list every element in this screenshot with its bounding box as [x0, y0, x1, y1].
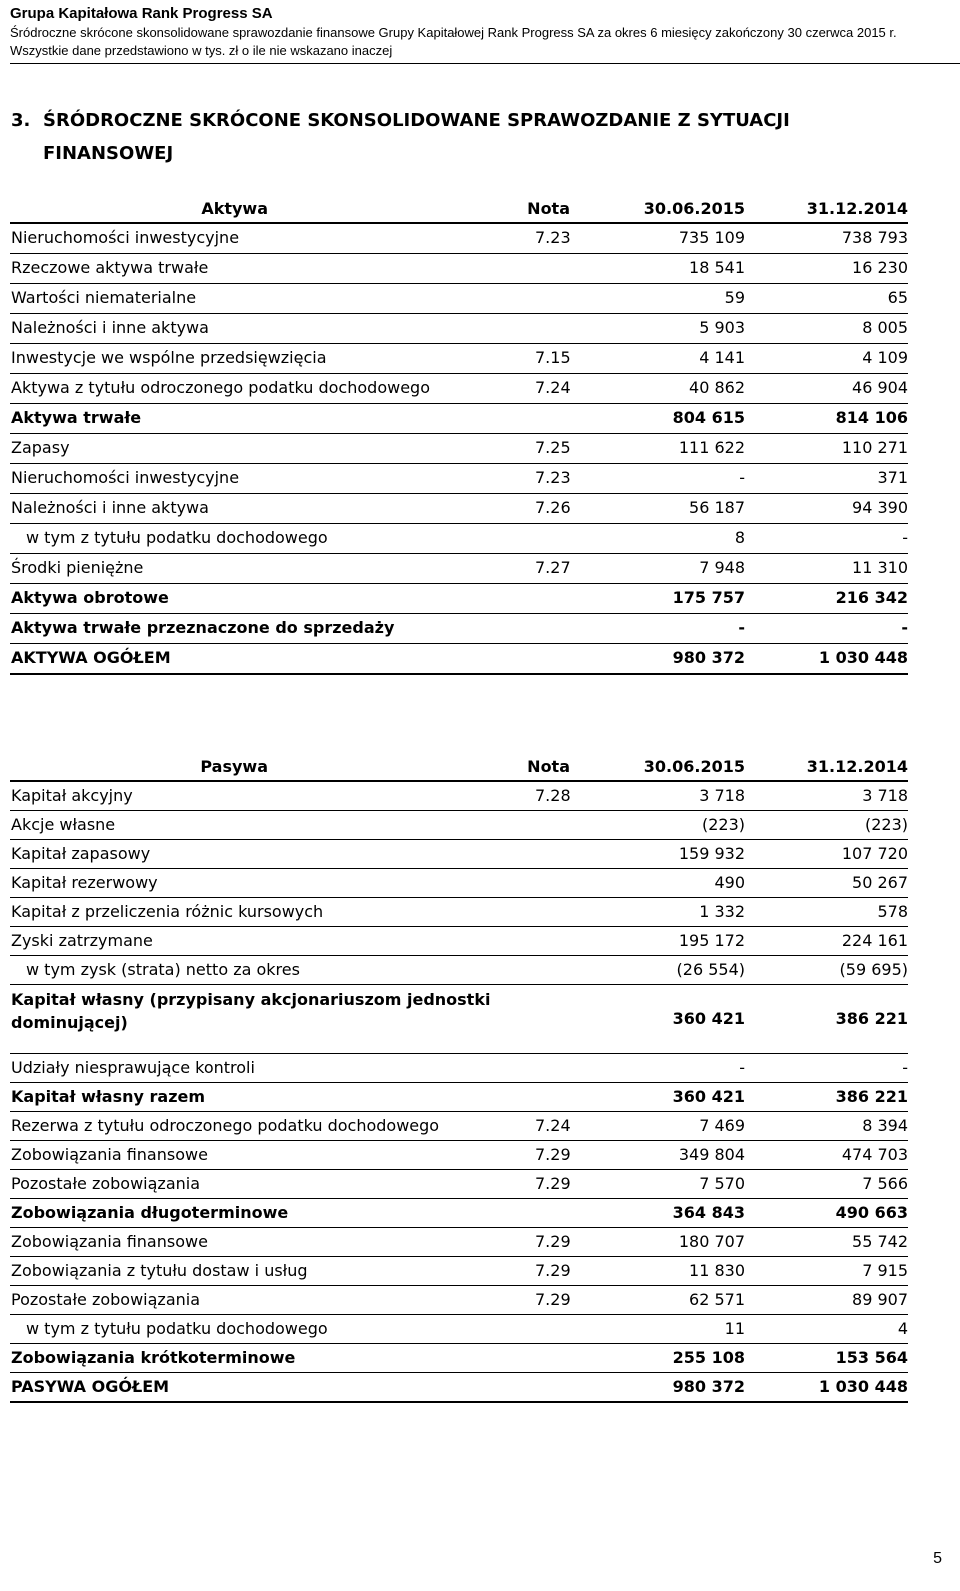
- liabilities-row-value-2015: 7 570: [699, 1174, 745, 1193]
- assets-row-label: Należności i inne aktywa: [11, 498, 209, 517]
- liabilities-row-value-2015: 360 421: [672, 1087, 745, 1106]
- liabilities-row-value-2014: (223): [864, 815, 908, 834]
- assets-row-note: 7.23: [535, 228, 571, 247]
- assets-row-value-2014: 216 342: [835, 588, 908, 607]
- liabilities-row-label: Zobowiązania długoterminowe: [11, 1203, 289, 1222]
- assets-row: [10, 614, 908, 644]
- liabilities-row-value-2014: 4: [897, 1319, 908, 1338]
- assets-row-label: w tym z tytułu podatku dochodowego: [26, 528, 328, 547]
- assets-row-label: Nieruchomości inwestycyjne: [11, 228, 240, 247]
- assets-row: [10, 464, 908, 494]
- liabilities-row-label: Zobowiązania krótkoterminowe: [11, 1348, 296, 1367]
- liabilities-row-value-2015: (26 554): [676, 960, 745, 979]
- assets-row-value-2014: 11 310: [852, 558, 908, 577]
- liabilities-row: [10, 985, 908, 1054]
- liabilities-row-note: 7.29: [535, 1290, 571, 1309]
- assets-row-value-2015: 175 757: [672, 588, 745, 607]
- liabilities-row-value-2014: (59 695): [839, 960, 908, 979]
- assets-header-note: Nota: [527, 199, 570, 218]
- assets-row-value-2015: 5 903: [699, 318, 745, 337]
- liabilities-row-label: Kapitał własny razem: [11, 1087, 206, 1106]
- assets-row: [10, 314, 908, 344]
- assets-row-value-2014: -: [902, 528, 908, 547]
- assets-row-note: 7.24: [535, 378, 571, 397]
- assets-row-value-2015: 56 187: [689, 498, 745, 517]
- assets-row: [10, 554, 908, 584]
- liabilities-row-value-2015: 349 804: [678, 1145, 745, 1164]
- assets-row-value-2014: 65: [887, 288, 908, 307]
- liabilities-row: [10, 927, 908, 956]
- assets-row-label: Zapasy: [11, 438, 70, 457]
- liabilities-row-value-2015: 360 421: [672, 1009, 745, 1028]
- liabilities-row-value-2015: 11 830: [689, 1261, 745, 1280]
- liabilities-row-value-2014: 490 663: [835, 1203, 908, 1222]
- assets-row-label: Inwestycje we wspólne przedsięwzięcia: [11, 348, 327, 367]
- liabilities-header-note: Nota: [527, 757, 570, 776]
- assets-row-value-2014: 8 005: [862, 318, 908, 337]
- section-title-text: ŚRÓDROCZNE SKRÓCONE SKONSOLIDOWANE SPRAWOZDANIE Z SYTUACJI FINANSOWEJ: [43, 110, 790, 164]
- assets-row-label: Aktywa z tytułu odroczonego podatku dochodowego: [11, 378, 430, 397]
- liabilities-row-label: Zyski zatrzymane: [11, 931, 153, 950]
- liabilities-row-value-2015: (223): [701, 815, 745, 834]
- report-subtitle: Śródroczne skrócone skonsolidowane sprawozdanie finansowe Grupy Kapitałowej Rank Progress SA za okres 6 miesięcy zakończony 30 czerwca 2015 r.: [10, 25, 897, 40]
- assets-row-value-2014: 1 030 448: [818, 648, 908, 667]
- liabilities-row-value-2015: 255 108: [672, 1348, 745, 1367]
- liabilities-row-value-2014: 153 564: [835, 1348, 908, 1367]
- liabilities-row-label: w tym zysk (strata) netto za okres: [26, 960, 300, 979]
- assets-row-value-2015: -: [738, 618, 745, 637]
- liabilities-row-value-2015: 490: [714, 873, 745, 892]
- assets-row-value-2015: 8: [734, 528, 745, 547]
- assets-row-label: Nieruchomości inwestycyjne: [11, 468, 240, 487]
- liabilities-row-label: Zobowiązania finansowe: [11, 1232, 208, 1251]
- assets-row-value-2015: 4 141: [699, 348, 745, 367]
- liabilities-row-label: Zobowiązania finansowe: [11, 1145, 208, 1164]
- liabilities-row-note: 7.29: [535, 1232, 571, 1251]
- assets-row-note: 7.15: [535, 348, 571, 367]
- liabilities-row-note: 7.29: [535, 1174, 571, 1193]
- liabilities-row-label: Kapitał akcyjny: [11, 786, 133, 805]
- liabilities-row: [10, 1315, 908, 1344]
- assets-header-col1: 30.06.2015: [643, 199, 745, 218]
- liabilities-row-value-2014: 107 720: [841, 844, 908, 863]
- liabilities-row-value-2015: 1 332: [699, 902, 745, 921]
- liabilities-row-value-2014: 50 267: [852, 873, 908, 892]
- assets-row: [10, 644, 908, 675]
- liabilities-row: [10, 1083, 908, 1112]
- assets-row: [10, 584, 908, 614]
- assets-row-label: AKTYWA OGÓŁEM: [11, 648, 171, 667]
- liabilities-row: [10, 898, 908, 927]
- liabilities-row: [10, 1257, 908, 1286]
- liabilities-row: [10, 956, 908, 985]
- liabilities-row-value-2015: 7 469: [699, 1116, 745, 1135]
- liabilities-row-value-2015: 3 718: [699, 786, 745, 805]
- liabilities-row-value-2015: 364 843: [672, 1203, 745, 1222]
- assets-row: [10, 224, 908, 254]
- assets-row-value-2015: 18 541: [689, 258, 745, 277]
- assets-row-value-2014: -: [901, 618, 908, 637]
- liabilities-row-value-2014: 578: [877, 902, 908, 921]
- assets-row-value-2015: 111 622: [678, 438, 745, 457]
- liabilities-row-label: Akcje własne: [11, 815, 116, 834]
- assets-row-value-2014: 738 793: [841, 228, 908, 247]
- liabilities-row: [10, 1054, 908, 1083]
- assets-row: [10, 254, 908, 284]
- liabilities-row-value-2015: 180 707: [678, 1232, 745, 1251]
- liabilities-row: [10, 1112, 908, 1141]
- liabilities-row-value-2014: 1 030 448: [818, 1377, 908, 1396]
- liabilities-row-label: PASYWA OGÓŁEM: [11, 1377, 170, 1396]
- units-note: Wszystkie dane przedstawiono w tys. zł o ile nie wskazano inaczej: [10, 43, 393, 58]
- assets-header-row: [10, 195, 908, 224]
- liabilities-header-col2: 31.12.2014: [806, 757, 908, 776]
- assets-row-value-2014: 16 230: [852, 258, 908, 277]
- liabilities-row-value-2015: 159 932: [678, 844, 745, 863]
- liabilities-row-value-2014: 224 161: [841, 931, 908, 950]
- liabilities-header-row: [10, 753, 908, 782]
- assets-header-label: Aktywa: [201, 199, 268, 218]
- liabilities-row-label: Zobowiązania z tytułu dostaw i usług: [11, 1261, 308, 1280]
- assets-row-value-2014: 110 271: [841, 438, 908, 457]
- assets-row-value-2015: 980 372: [672, 648, 745, 667]
- liabilities-row-label: Udziały niesprawujące kontroli: [11, 1058, 255, 1077]
- liabilities-row-value-2014: 386 221: [835, 1009, 908, 1028]
- liabilities-row-label: Pozostałe zobowiązania: [11, 1174, 201, 1193]
- assets-row: [10, 524, 908, 554]
- liabilities-row-note: 7.28: [535, 786, 571, 805]
- liabilities-row-note: 7.29: [535, 1145, 571, 1164]
- liabilities-row: [10, 782, 908, 811]
- assets-row: [10, 374, 908, 404]
- liabilities-row-label: w tym z tytułu podatku dochodowego: [26, 1319, 328, 1338]
- liabilities-row: [10, 1286, 908, 1315]
- liabilities-row-value-2014: 474 703: [841, 1145, 908, 1164]
- liabilities-row: [10, 1228, 908, 1257]
- liabilities-row: [10, 1344, 908, 1373]
- liabilities-row-value-2014: 55 742: [852, 1232, 908, 1251]
- assets-table: [10, 195, 908, 675]
- liabilities-header-label: Pasywa: [200, 757, 268, 776]
- assets-row-value-2015: -: [739, 468, 745, 487]
- assets-row-label: Środki pieniężne: [11, 558, 144, 577]
- liabilities-row-value-2015: 11: [724, 1319, 745, 1338]
- document-header: [10, 0, 960, 60]
- assets-row: [10, 434, 908, 464]
- liabilities-row-value-2014: 7 566: [862, 1174, 908, 1193]
- company-name: Grupa Kapitałowa Rank Progress SA: [10, 5, 273, 22]
- liabilities-row: [10, 1170, 908, 1199]
- liabilities-row-label: Kapitał z przeliczenia różnic kursowych: [11, 902, 324, 921]
- liabilities-row-value-2015: -: [739, 1058, 745, 1077]
- liabilities-row-value-2014: 8 394: [862, 1116, 908, 1135]
- assets-row-value-2014: 46 904: [852, 378, 908, 397]
- liabilities-row-label: Kapitał rezerwowy: [11, 873, 158, 892]
- assets-row-value-2015: 804 615: [672, 408, 745, 427]
- liabilities-row-value-2015: 980 372: [672, 1377, 745, 1396]
- assets-row-label: Wartości niematerialne: [11, 288, 197, 307]
- liabilities-row-value-2014: 386 221: [835, 1087, 908, 1106]
- assets-row-note: 7.23: [535, 468, 571, 487]
- assets-row: [10, 344, 908, 374]
- liabilities-row-label: Rezerwa z tytułu odroczonego podatku dochodowego: [11, 1116, 440, 1135]
- assets-row: [10, 284, 908, 314]
- assets-row-label: Rzeczowe aktywa trwałe: [11, 258, 209, 277]
- liabilities-row-value-2015: 195 172: [678, 931, 745, 950]
- assets-row: [10, 494, 908, 524]
- assets-header-col2: 31.12.2014: [806, 199, 908, 218]
- liabilities-row-label: Kapitał zapasowy: [11, 844, 151, 863]
- liabilities-row-label: Kapitał własny (przypisany akcjonariuszom jednostki dominującej): [11, 990, 491, 1032]
- assets-row-value-2014: 4 109: [862, 348, 908, 367]
- liabilities-row-value-2015: 62 571: [689, 1290, 745, 1309]
- assets-row-label: Należności i inne aktywa: [11, 318, 209, 337]
- liabilities-header-col1: 30.06.2015: [643, 757, 745, 776]
- assets-row-note: 7.26: [535, 498, 571, 517]
- liabilities-row-value-2014: -: [902, 1058, 908, 1077]
- liabilities-row: [10, 869, 908, 898]
- liabilities-row: [10, 1373, 908, 1403]
- liabilities-row: [10, 811, 908, 840]
- liabilities-table: [10, 753, 908, 1403]
- assets-row-value-2014: 814 106: [835, 408, 908, 427]
- assets-row-value-2014: 371: [877, 468, 908, 487]
- page-number: 5: [933, 1550, 942, 1567]
- assets-row-label: Aktywa obrotowe: [11, 588, 169, 607]
- liabilities-rows: [10, 782, 908, 1403]
- assets-row-note: 7.25: [535, 438, 571, 457]
- assets-row-value-2015: 735 109: [678, 228, 745, 247]
- liabilities-row-value-2014: 89 907: [852, 1290, 908, 1309]
- assets-row: [10, 404, 908, 434]
- section-number: 3.: [11, 110, 31, 131]
- liabilities-row: [10, 1141, 908, 1170]
- liabilities-row-note: 7.24: [535, 1116, 571, 1135]
- assets-row-value-2015: 7 948: [699, 558, 745, 577]
- assets-row-value-2014: 94 390: [852, 498, 908, 517]
- assets-rows: [10, 224, 908, 675]
- assets-row-note: 7.27: [535, 558, 571, 577]
- assets-row-value-2015: 40 862: [689, 378, 745, 397]
- header-divider: [10, 63, 960, 64]
- liabilities-row: [10, 840, 908, 869]
- assets-row-label: Aktywa trwałe: [11, 408, 142, 427]
- assets-row-value-2015: 59: [724, 288, 745, 307]
- liabilities-row-note: 7.29: [535, 1261, 571, 1280]
- liabilities-row-label: Pozostałe zobowiązania: [11, 1290, 201, 1309]
- liabilities-row-value-2014: 3 718: [862, 786, 908, 805]
- liabilities-row: [10, 1199, 908, 1228]
- assets-row-label: Aktywa trwałe przeznaczone do sprzedaży: [11, 618, 395, 637]
- liabilities-row-value-2014: 7 915: [862, 1261, 908, 1280]
